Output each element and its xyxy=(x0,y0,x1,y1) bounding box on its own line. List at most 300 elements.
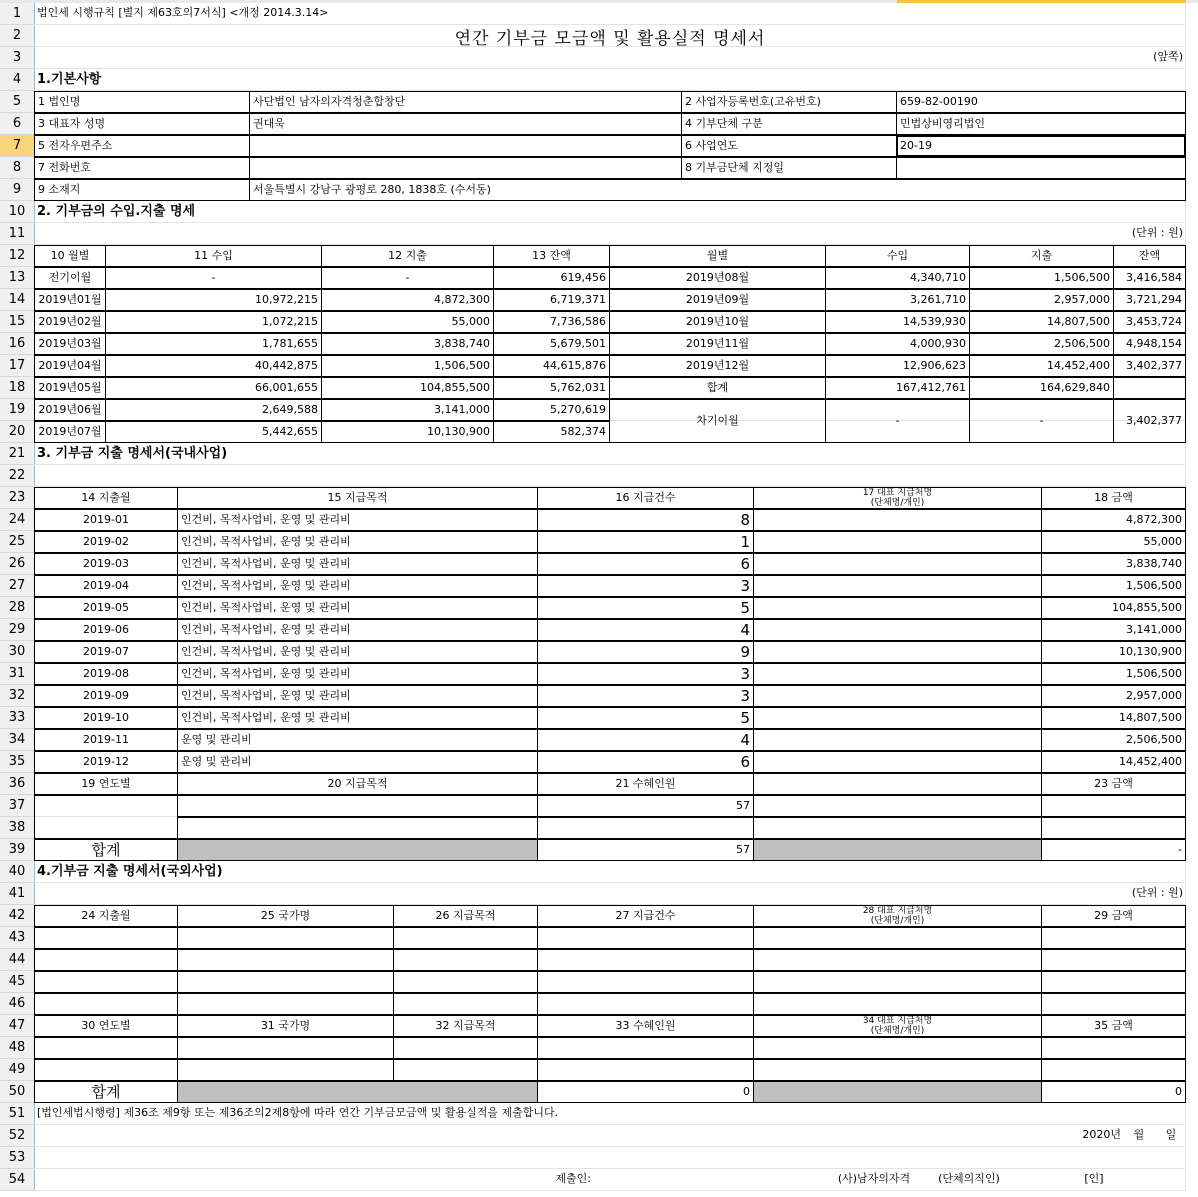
table-cell[interactable]: 인건비, 목적사업비, 운영 및 관리비 xyxy=(177,663,538,685)
field-label[interactable]: 7 전화번호 xyxy=(34,157,250,179)
table-cell[interactable] xyxy=(753,575,1042,597)
table-header[interactable]: 19 연도별 xyxy=(34,773,178,795)
table-cell[interactable]: 2019-03 xyxy=(34,553,178,575)
table-cell[interactable]: 2019-01 xyxy=(34,509,178,531)
table-cell[interactable]: 1,072,215 xyxy=(105,311,322,333)
field-value[interactable] xyxy=(249,135,682,157)
table-cell[interactable]: 인건비, 목적사업비, 운영 및 관리비 xyxy=(177,619,538,641)
table-header[interactable]: 33 수혜인원 xyxy=(537,1015,754,1037)
table-header[interactable]: 23 금액 xyxy=(1041,773,1186,795)
table-cell[interactable] xyxy=(177,817,538,839)
table-cell[interactable] xyxy=(753,685,1042,707)
table-cell[interactable] xyxy=(537,927,754,949)
table-cell[interactable]: 3,838,740 xyxy=(1041,553,1186,575)
field-label[interactable]: 2 사업자등록번호(고유번호) xyxy=(681,91,897,113)
table-cell[interactable]: 3 xyxy=(537,663,754,685)
unit-label[interactable]: (단위 : 원) xyxy=(1131,886,1183,899)
table-header[interactable]: 14 지출월 xyxy=(34,487,178,509)
field-label[interactable]: 5 전자우편주소 xyxy=(34,135,250,157)
row-header[interactable]: 32 xyxy=(0,685,34,707)
row-header[interactable]: 53 xyxy=(0,1147,34,1169)
table-header[interactable]: 20 지급목적 xyxy=(177,773,538,795)
table-cell[interactable]: 6 xyxy=(537,553,754,575)
form-reference[interactable]: 법인세 시행규칙 [별지 제63호의7서식] <개정 2014.3.14> xyxy=(37,6,329,19)
representative[interactable]: (단체의직인) xyxy=(938,1172,1000,1185)
row-header[interactable]: 14 xyxy=(0,289,34,311)
table-cell[interactable]: 2019년10월 xyxy=(609,311,826,333)
table-cell[interactable]: 2019-08 xyxy=(34,663,178,685)
table-cell[interactable]: 619,456 xyxy=(493,267,610,289)
row-header[interactable]: 35 xyxy=(0,751,34,773)
table-header[interactable] xyxy=(753,487,1042,509)
row-header[interactable]: 34 xyxy=(0,729,34,751)
row-header[interactable]: 5 xyxy=(0,91,34,113)
table-cell[interactable]: 2019-06 xyxy=(34,619,178,641)
table-header[interactable]: 월별 xyxy=(609,245,826,267)
table-cell[interactable]: 2,506,500 xyxy=(969,333,1114,355)
field-value[interactable]: 권대욱 xyxy=(249,113,682,135)
table-header[interactable] xyxy=(753,1015,1042,1037)
table-cell[interactable]: 2019년07월 xyxy=(34,421,106,443)
table-header[interactable]: 15 지급목적 xyxy=(177,487,538,509)
table-cell[interactable] xyxy=(177,993,394,1015)
row-header[interactable]: 18 xyxy=(0,377,34,399)
unit-label[interactable]: (단위 : 원) xyxy=(1131,226,1183,239)
table-cell[interactable]: 1,506,500 xyxy=(1041,575,1186,597)
row-header[interactable]: 44 xyxy=(0,949,34,971)
row-header[interactable]: 37 xyxy=(0,795,34,817)
table-cell[interactable]: 인건비, 목적사업비, 운영 및 관리비 xyxy=(177,575,538,597)
row-header[interactable]: 19 xyxy=(0,399,34,421)
table-header[interactable]: 수입 xyxy=(825,245,970,267)
table-cell[interactable]: 14,452,400 xyxy=(1041,751,1186,773)
field-label[interactable]: 9 소재지 xyxy=(34,179,250,201)
date-day[interactable]: 일 xyxy=(1165,1128,1177,1141)
table-cell[interactable]: 2019년11월 xyxy=(609,333,826,355)
table-cell[interactable] xyxy=(753,531,1042,553)
row-header[interactable]: 9 xyxy=(0,179,34,201)
table-cell[interactable] xyxy=(537,1037,754,1059)
row-header[interactable]: 3 xyxy=(0,47,34,69)
table-cell[interactable]: 4,872,300 xyxy=(321,289,494,311)
table-cell[interactable]: 2019-11 xyxy=(34,729,178,751)
table-header[interactable]: 18 금액 xyxy=(1041,487,1186,509)
table-cell[interactable]: 2019년02월 xyxy=(34,311,106,333)
total-label[interactable]: 합계 xyxy=(34,839,178,861)
table-cell[interactable]: 10,130,900 xyxy=(1041,641,1186,663)
table-header[interactable]: 32 지급목적 xyxy=(393,1015,538,1037)
table-cell[interactable] xyxy=(34,993,178,1015)
row-header[interactable]: 54 xyxy=(0,1169,34,1191)
row-header[interactable]: 2 xyxy=(0,25,34,47)
table-header[interactable]: 21 수혜인원 xyxy=(537,773,754,795)
table-header[interactable]: 29 금액 xyxy=(1041,905,1186,927)
row-header[interactable]: 38 xyxy=(0,817,34,839)
table-cell[interactable]: 9 xyxy=(537,641,754,663)
table-cell[interactable] xyxy=(753,927,1042,949)
table-cell[interactable]: 4,948,154 xyxy=(1113,333,1186,355)
submitter-name[interactable]: (사)남자의자격 xyxy=(837,1172,911,1185)
row-header[interactable]: 48 xyxy=(0,1037,34,1059)
table-cell[interactable] xyxy=(34,1037,178,1059)
table-header[interactable]: 31 국가명 xyxy=(177,1015,394,1037)
table-cell[interactable]: 5,270,619 xyxy=(493,399,610,421)
row-header-column[interactable] xyxy=(0,3,35,1191)
form-title[interactable]: 연간 기부금 모금액 및 활용실적 명세서 xyxy=(454,29,766,47)
table-cell[interactable]: 104,855,500 xyxy=(321,377,494,399)
table-cell[interactable]: 66,001,655 xyxy=(105,377,322,399)
table-cell[interactable] xyxy=(1113,377,1186,399)
table-cell[interactable] xyxy=(753,971,1042,993)
table-header[interactable]: 27 지급건수 xyxy=(537,905,754,927)
seal-mark[interactable]: [인] xyxy=(1084,1172,1104,1185)
row-header[interactable]: 30 xyxy=(0,641,34,663)
table-cell[interactable]: 104,855,500 xyxy=(1041,597,1186,619)
row-header[interactable]: 27 xyxy=(0,575,34,597)
table-cell[interactable] xyxy=(537,971,754,993)
table-cell[interactable]: 14,807,500 xyxy=(969,311,1114,333)
table-cell[interactable]: 2,649,588 xyxy=(105,399,322,421)
table-cell[interactable]: 전기이월 xyxy=(34,267,106,289)
table-cell[interactable]: 3,453,724 xyxy=(1113,311,1186,333)
table-cell[interactable] xyxy=(1041,795,1186,817)
table-cell[interactable] xyxy=(753,993,1042,1015)
table-cell[interactable]: 3,416,584 xyxy=(1113,267,1186,289)
field-value[interactable]: 민법상비영리법인 xyxy=(896,113,1186,135)
table-cell[interactable]: 2,506,500 xyxy=(1041,729,1186,751)
table-cell[interactable]: 14,807,500 xyxy=(1041,707,1186,729)
table-cell[interactable] xyxy=(753,553,1042,575)
field-value[interactable] xyxy=(249,157,682,179)
row-header[interactable]: 36 xyxy=(0,773,34,795)
row-header[interactable]: 8 xyxy=(0,157,34,179)
table-cell[interactable]: 6,719,371 xyxy=(493,289,610,311)
table-cell[interactable]: 167,412,761 xyxy=(825,377,970,399)
table-cell[interactable] xyxy=(34,949,178,971)
table-header[interactable] xyxy=(753,905,1042,927)
grid-row xyxy=(34,883,1186,905)
table-cell[interactable] xyxy=(1041,1037,1186,1059)
table-cell[interactable]: 2019-07 xyxy=(34,641,178,663)
table-header[interactable]: 11 수입 xyxy=(105,245,322,267)
table-cell[interactable] xyxy=(537,817,754,839)
table-cell[interactable] xyxy=(753,751,1042,773)
table-cell[interactable]: 7,736,586 xyxy=(493,311,610,333)
table-cell[interactable]: 4 xyxy=(537,729,754,751)
table-cell[interactable] xyxy=(753,1037,1042,1059)
row-header[interactable]: 33 xyxy=(0,707,34,729)
table-cell[interactable]: 인건비, 목적사업비, 운영 및 관리비 xyxy=(177,597,538,619)
table-cell[interactable]: 14,539,930 xyxy=(825,311,970,333)
table-cell[interactable]: 2019-04 xyxy=(34,575,178,597)
table-cell[interactable]: - xyxy=(969,399,1114,443)
table-cell[interactable] xyxy=(34,795,178,839)
table-cell[interactable]: 3,141,000 xyxy=(1041,619,1186,641)
row-header[interactable]: 24 xyxy=(0,509,34,531)
table-header[interactable]: 30 연도별 xyxy=(34,1015,178,1037)
row-header[interactable]: 50 xyxy=(0,1081,34,1103)
table-cell[interactable]: 4,872,300 xyxy=(1041,509,1186,531)
table-cell[interactable] xyxy=(393,1059,538,1081)
total-label[interactable]: 합계 xyxy=(34,1081,178,1103)
table-cell[interactable] xyxy=(177,949,394,971)
table-cell[interactable]: - xyxy=(105,267,322,289)
table-cell[interactable]: 3,141,000 xyxy=(321,399,494,421)
table-cell[interactable]: 57 xyxy=(537,795,754,817)
total-grey[interactable] xyxy=(177,1081,538,1103)
row-header[interactable]: 39 xyxy=(0,839,34,861)
section4-heading[interactable]: 4.기부금 지출 명세서(국외사업) xyxy=(37,864,223,879)
table-cell[interactable]: 1,781,655 xyxy=(105,333,322,355)
row-header[interactable]: 1 xyxy=(0,3,34,25)
field-value[interactable] xyxy=(896,157,1186,179)
row-header[interactable]: 51 xyxy=(0,1103,34,1125)
table-cell[interactable] xyxy=(753,949,1042,971)
table-cell[interactable]: 44,615,876 xyxy=(493,355,610,377)
grid-row xyxy=(34,465,1186,487)
section3-heading[interactable]: 3. 기부금 지출 명세서(국내사업) xyxy=(37,446,228,461)
table-cell[interactable] xyxy=(1041,993,1186,1015)
total-grey[interactable] xyxy=(753,839,1042,861)
table-header[interactable]: 35 금액 xyxy=(1041,1015,1186,1037)
row-header[interactable]: 13 xyxy=(0,267,34,289)
total-grey[interactable] xyxy=(753,1081,1042,1103)
table-cell[interactable]: 5 xyxy=(537,707,754,729)
total-count[interactable]: 0 xyxy=(537,1081,754,1103)
table-cell[interactable]: 2019년06월 xyxy=(34,399,106,421)
row-header[interactable]: 11 xyxy=(0,223,34,245)
table-cell[interactable] xyxy=(393,993,538,1015)
table-cell[interactable] xyxy=(753,795,1042,817)
table-cell[interactable]: 3,402,377 xyxy=(1113,355,1186,377)
submitter-label[interactable]: 제출인: xyxy=(555,1172,591,1185)
total-count[interactable]: 57 xyxy=(537,839,754,861)
table-cell[interactable]: 3,402,377 xyxy=(1113,399,1186,443)
row-header[interactable]: 7 xyxy=(0,135,34,157)
row-header[interactable]: 29 xyxy=(0,619,34,641)
table-cell[interactable] xyxy=(1041,949,1186,971)
table-cell[interactable] xyxy=(753,1059,1042,1081)
row-header[interactable]: 40 xyxy=(0,861,34,883)
submission-statement[interactable]: [법인세법시행령] 제36조 제9항 또는 제36조의2제8항에 따라 연간 기부금모금액 및 활용실적을 제출합니다. xyxy=(37,1106,559,1119)
table-header[interactable]: 26 지급목적 xyxy=(393,905,538,927)
table-cell[interactable]: 55,000 xyxy=(1041,531,1186,553)
table-cell[interactable] xyxy=(34,1059,178,1081)
table-cell[interactable] xyxy=(753,663,1042,685)
table-cell[interactable] xyxy=(177,927,394,949)
front-label[interactable]: (앞쪽) xyxy=(1153,50,1183,63)
row-header[interactable]: 47 xyxy=(0,1015,34,1037)
table-cell[interactable]: 2,957,000 xyxy=(1041,685,1186,707)
table-cell[interactable] xyxy=(34,971,178,993)
row-header[interactable]: 26 xyxy=(0,553,34,575)
table-cell[interactable]: 인건비, 목적사업비, 운영 및 관리비 xyxy=(177,553,538,575)
table-cell[interactable] xyxy=(537,949,754,971)
table-cell[interactable]: 2019-02 xyxy=(34,531,178,553)
table-header[interactable]: 지출 xyxy=(969,245,1114,267)
table-cell[interactable]: 2019-12 xyxy=(34,751,178,773)
table-header[interactable]: 10 월별 xyxy=(34,245,106,267)
table-cell[interactable] xyxy=(753,707,1042,729)
table-cell[interactable]: 10,972,215 xyxy=(105,289,322,311)
table-cell[interactable]: 인건비, 목적사업비, 운영 및 관리비 xyxy=(177,531,538,553)
table-cell[interactable]: 2019년03월 xyxy=(34,333,106,355)
table-cell[interactable]: 인건비, 목적사업비, 운영 및 관리비 xyxy=(177,641,538,663)
table-cell[interactable]: 10,130,900 xyxy=(321,421,494,443)
table-cell[interactable]: 2019년12월 xyxy=(609,355,826,377)
table-cell[interactable] xyxy=(537,1059,754,1081)
table-header[interactable]: 12 지출 xyxy=(321,245,494,267)
total-amount[interactable]: 0 xyxy=(1041,1081,1186,1103)
row-header[interactable]: 41 xyxy=(0,883,34,905)
field-value[interactable]: 20-19 xyxy=(896,135,1186,157)
table-cell[interactable]: 55,000 xyxy=(321,311,494,333)
field-label[interactable]: 8 기부금단체 지정일 xyxy=(681,157,897,179)
total-grey[interactable] xyxy=(177,839,538,861)
table-cell[interactable] xyxy=(177,1059,394,1081)
date-month[interactable]: 월 xyxy=(1133,1128,1145,1141)
table-cell[interactable]: 1,506,500 xyxy=(1041,663,1186,685)
field-label[interactable]: 3 대표자 성명 xyxy=(34,113,250,135)
field-label[interactable]: 6 사업연도 xyxy=(681,135,897,157)
table-cell[interactable]: 4,340,710 xyxy=(825,267,970,289)
table-cell[interactable]: 2019-10 xyxy=(34,707,178,729)
table-cell[interactable]: 인건비, 목적사업비, 운영 및 관리비 xyxy=(177,685,538,707)
table-header[interactable]: 25 국가명 xyxy=(177,905,394,927)
field-label[interactable]: 1 법인명 xyxy=(34,91,250,113)
table-cell[interactable]: 인건비, 목적사업비, 운영 및 관리비 xyxy=(177,509,538,531)
row-header[interactable]: 52 xyxy=(0,1125,34,1147)
table-cell[interactable] xyxy=(1041,1059,1186,1081)
row-header[interactable]: 23 xyxy=(0,487,34,509)
field-value[interactable]: 659-82-00190 xyxy=(896,91,1186,113)
table-cell[interactable] xyxy=(177,1037,394,1059)
table-cell[interactable] xyxy=(393,949,538,971)
table-cell[interactable]: 4,000,930 xyxy=(825,333,970,355)
table-cell[interactable] xyxy=(753,619,1042,641)
row-header[interactable]: 42 xyxy=(0,905,34,927)
row-header[interactable]: 21 xyxy=(0,443,34,465)
table-cell[interactable] xyxy=(753,773,1042,795)
row-header[interactable]: 45 xyxy=(0,971,34,993)
table-cell[interactable] xyxy=(34,927,178,949)
table-header[interactable]: 잔액 xyxy=(1113,245,1186,267)
table-cell[interactable]: 582,374 xyxy=(493,421,610,443)
table-cell[interactable]: 5 xyxy=(537,597,754,619)
table-cell[interactable]: 2019-09 xyxy=(34,685,178,707)
table-cell[interactable] xyxy=(753,729,1042,751)
table-cell[interactable]: 2,957,000 xyxy=(969,289,1114,311)
table-header[interactable]: 13 잔액 xyxy=(493,245,610,267)
table-cell[interactable]: 2019년08월 xyxy=(609,267,826,289)
row-header[interactable]: 4 xyxy=(0,69,34,91)
table-cell[interactable]: - xyxy=(321,267,494,289)
table-cell[interactable] xyxy=(393,927,538,949)
header-line: (단체명/개인) xyxy=(870,1026,925,1036)
row-header[interactable]: 10 xyxy=(0,201,34,223)
table-cell[interactable]: 164,629,840 xyxy=(969,377,1114,399)
row-header[interactable]: 17 xyxy=(0,355,34,377)
table-cell[interactable]: 5,442,655 xyxy=(105,421,322,443)
row-header[interactable]: 28 xyxy=(0,597,34,619)
table-cell[interactable] xyxy=(753,597,1042,619)
section2-heading[interactable]: 2. 기부금의 수입.지출 명세 xyxy=(37,204,196,219)
table-cell[interactable]: 4 xyxy=(537,619,754,641)
table-cell[interactable]: 인건비, 목적사업비, 운영 및 관리비 xyxy=(177,707,538,729)
table-cell[interactable] xyxy=(177,795,538,817)
table-cell[interactable]: 5,762,031 xyxy=(493,377,610,399)
row-header[interactable]: 20 xyxy=(0,421,34,443)
table-cell[interactable] xyxy=(1041,927,1186,949)
table-cell[interactable]: 3,721,294 xyxy=(1113,289,1186,311)
table-cell[interactable] xyxy=(537,993,754,1015)
table-cell[interactable]: 6 xyxy=(537,751,754,773)
table-cell[interactable]: - xyxy=(825,399,970,443)
row-header[interactable]: 46 xyxy=(0,993,34,1015)
table-cell[interactable] xyxy=(177,971,394,993)
table-cell[interactable]: 운영 및 관리비 xyxy=(177,751,538,773)
row-header[interactable]: 25 xyxy=(0,531,34,553)
table-cell[interactable]: 3,261,710 xyxy=(825,289,970,311)
table-cell[interactable] xyxy=(1041,817,1186,839)
table-cell[interactable]: 3 xyxy=(537,685,754,707)
field-label[interactable]: 4 기부단체 구분 xyxy=(681,113,897,135)
table-cell[interactable] xyxy=(753,509,1042,531)
table-cell[interactable]: 합계 xyxy=(609,377,826,399)
table-cell[interactable]: 12,906,623 xyxy=(825,355,970,377)
table-cell[interactable]: 1 xyxy=(537,531,754,553)
table-cell[interactable]: 2019년05월 xyxy=(34,377,106,399)
row-header[interactable]: 12 xyxy=(0,245,34,267)
table-cell[interactable] xyxy=(393,1037,538,1059)
table-cell[interactable]: 차기이월 xyxy=(609,399,826,443)
row-header[interactable]: 49 xyxy=(0,1059,34,1081)
header-line: 17 대표 지급처명 xyxy=(862,488,933,498)
section1-heading[interactable]: 1.기본사항 xyxy=(37,72,102,87)
table-cell[interactable]: 2019-05 xyxy=(34,597,178,619)
total-amount[interactable]: - xyxy=(1041,839,1186,861)
table-cell[interactable]: 40,442,875 xyxy=(105,355,322,377)
table-cell[interactable]: 5,679,501 xyxy=(493,333,610,355)
table-cell[interactable]: 3,838,740 xyxy=(321,333,494,355)
row-header[interactable]: 15 xyxy=(0,311,34,333)
row-header[interactable]: 22 xyxy=(0,465,34,487)
field-value[interactable]: 사단법인 남자의자격청춘합창단 xyxy=(249,91,682,113)
header-line: (단체명/개인) xyxy=(870,498,925,508)
table-cell[interactable] xyxy=(753,641,1042,663)
table-cell[interactable]: 2019년01월 xyxy=(34,289,106,311)
table-cell[interactable] xyxy=(753,817,1042,839)
row-header[interactable]: 6 xyxy=(0,113,34,135)
row-header[interactable]: 43 xyxy=(0,927,34,949)
table-cell[interactable]: 1,506,500 xyxy=(969,267,1114,289)
field-value[interactable]: 서울특별시 강남구 광평로 280, 1838호 (수서동) xyxy=(249,179,1186,201)
table-cell[interactable]: 3 xyxy=(537,575,754,597)
table-cell[interactable]: 8 xyxy=(537,509,754,531)
table-cell[interactable]: 14,452,400 xyxy=(969,355,1114,377)
table-header[interactable]: 16 지급건수 xyxy=(537,487,754,509)
row-header[interactable]: 31 xyxy=(0,663,34,685)
table-cell[interactable]: 운영 및 관리비 xyxy=(177,729,538,751)
table-cell[interactable]: 1,506,500 xyxy=(321,355,494,377)
table-header[interactable]: 24 지출월 xyxy=(34,905,178,927)
table-cell[interactable] xyxy=(393,971,538,993)
table-cell[interactable] xyxy=(1041,971,1186,993)
table-cell[interactable]: 2019년09월 xyxy=(609,289,826,311)
table-cell[interactable]: 2019년04월 xyxy=(34,355,106,377)
date-year[interactable]: 2020년 xyxy=(1082,1128,1121,1141)
row-header[interactable]: 16 xyxy=(0,333,34,355)
